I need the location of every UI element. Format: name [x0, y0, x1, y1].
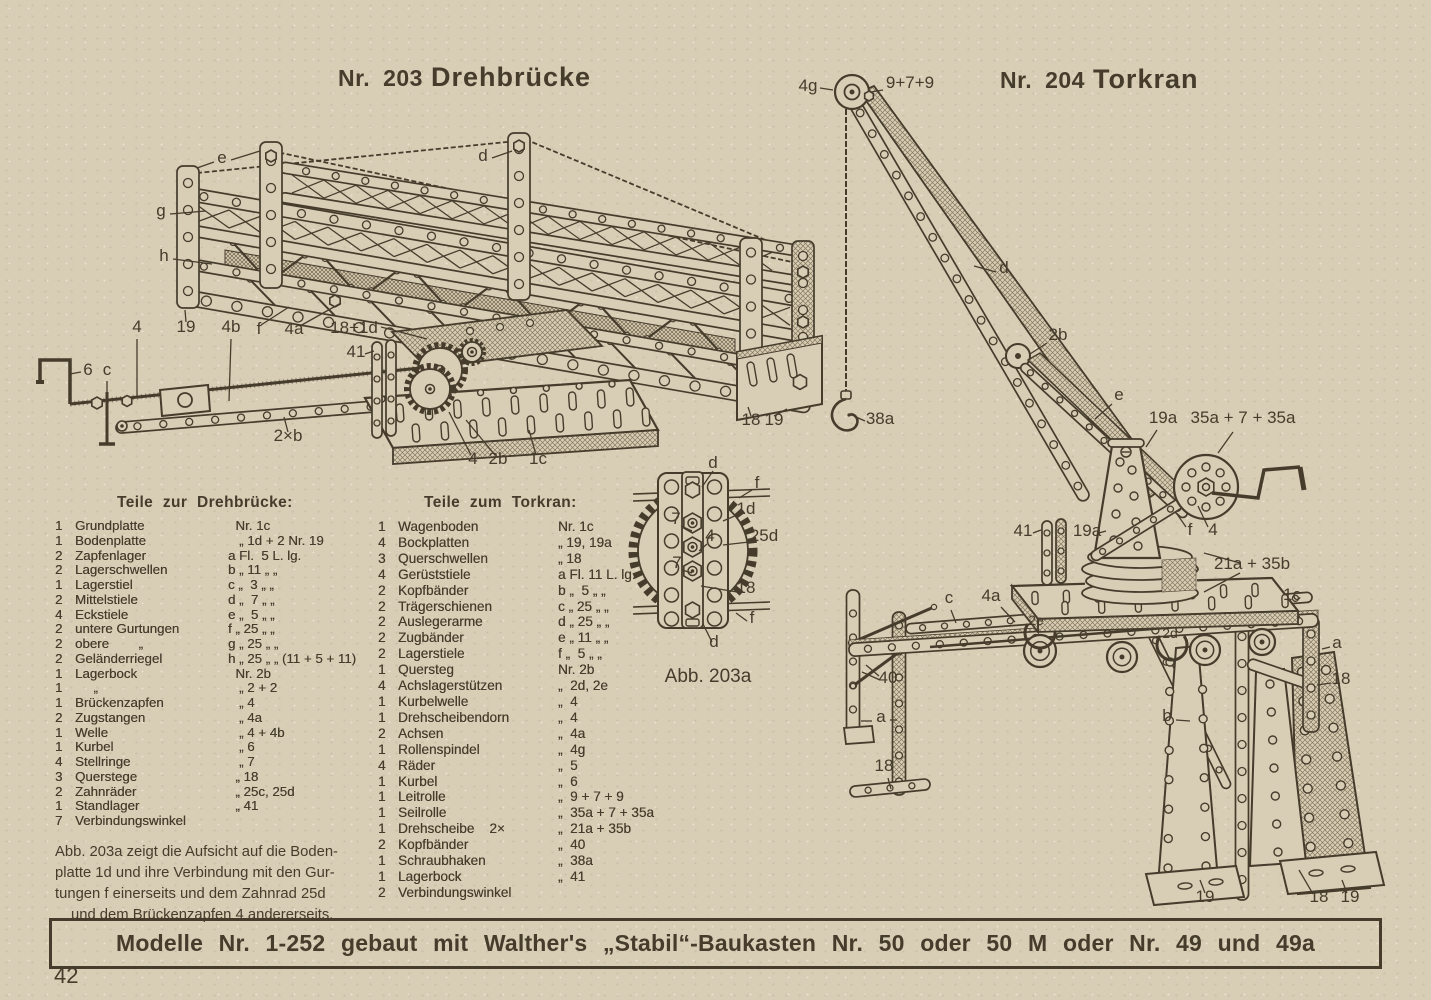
figure-label: d [708, 453, 718, 472]
parts-list-heading: Teile zur Drehbrücke: [117, 494, 293, 511]
parts-row: 2 Kopfbänder „ 40 [378, 837, 586, 853]
parts-row: 4 Stellringe „ 7 [55, 754, 255, 769]
figure-label: 1c [529, 449, 547, 468]
parts-row: 4 Gerüststiele a Fl. 11 L. lg. [378, 566, 636, 582]
parts-row: 1 Brückenzapfen „ 4 [55, 695, 255, 710]
parts-row: 4 Bockplatten „ 19, 19a [378, 534, 612, 550]
figure-label: d [709, 632, 719, 651]
figure-label: d [478, 146, 488, 165]
parts-row: 2 Trägerschienen c „ 25 „ „ [378, 598, 609, 614]
figure-label: 41 [1013, 521, 1033, 540]
figure-label: 19 [1195, 887, 1215, 906]
parts-row: 2 Lagerstiele f „ 5 „ „ [378, 646, 602, 662]
parts-list-heading: Teile zum Torkran: [424, 494, 577, 511]
figure-label: 4 [132, 317, 142, 336]
parts-row: 3 Querschwellen „ 18 [378, 550, 582, 566]
parts-row: 1 Schraubhaken „ 38a [378, 853, 593, 869]
figure-title-drehbruecke [338, 62, 591, 93]
figure-label: 4b [221, 317, 241, 336]
parts-row: 2 Zugstangen „ 4a [55, 709, 262, 725]
parts-row: 1 Leitrolle „ 9 + 7 + 9 [378, 789, 624, 805]
figure-label: 18 [1331, 669, 1351, 688]
figure-label: 19 [1340, 887, 1360, 906]
parts-row: 1 Kurbelwelle „ 4 [378, 693, 578, 709]
parts-row: 2 Zapfenlager a Fl. 5 L. lg. [55, 547, 302, 563]
figure-label: e [217, 148, 227, 167]
parts-row: 1 Drehscheibe 2× „ 21a + 35b [378, 821, 631, 837]
figure-label: f [256, 319, 262, 338]
page-number: 42 [54, 963, 79, 988]
figure-label: d [999, 258, 1009, 277]
parts-rows [378, 519, 678, 901]
parts-row: 2 Auslegerarme d „ 25 „ „ [378, 614, 610, 630]
figure-drehbruecke [36, 133, 822, 468]
figure-label: 19 [764, 410, 784, 429]
parts-row: 2 Lagerschwellen b „ 11 „ „ [55, 562, 278, 578]
figure-label: 18 [736, 578, 756, 597]
figure-number: Nr. 204 [1000, 67, 1085, 93]
figure-label: 41 [346, 342, 366, 361]
figure-label: g [156, 201, 166, 220]
figure-label: 19a [1148, 408, 1178, 427]
figure-label: 1d [736, 499, 756, 518]
figure-name: Torkran [1092, 64, 1199, 94]
figure-label: 7 [671, 509, 681, 528]
figure-label: c [944, 588, 954, 607]
parts-row: 1 Standlager „ 41 [55, 798, 259, 814]
figure-label: b [1162, 706, 1172, 725]
parts-row: 1 Kurbel „ 6 [378, 773, 578, 789]
parts-rows [55, 519, 377, 829]
parts-row: 2 Mittelstiele d „ 7 „ „ [55, 591, 275, 607]
footer-banner [49, 918, 1382, 969]
parts-row: 2 Zahnräder „ 25c, 25d [55, 783, 295, 799]
figure-label: a [1332, 633, 1342, 652]
parts-row: 1 Rollenspindel „ 4g [378, 741, 586, 757]
figure-label: 2×b [273, 426, 303, 445]
parts-row: 4 Achslagerstützen „ 2d, 2e [378, 678, 608, 694]
figure-label: 7 [672, 553, 682, 572]
parts-row: 1 Grundplatte Nr. 1c [55, 518, 271, 533]
figure-label: 2b [1048, 325, 1068, 344]
figure-torkran [799, 73, 1384, 906]
figure-label: 4a [284, 319, 304, 338]
parts-row: 2 Zugbänder e „ 11 „ „ [378, 630, 609, 646]
figure-label: a [876, 707, 886, 726]
figure-label: h [159, 246, 169, 265]
figure-label: 4 [1208, 520, 1218, 539]
parts-row: 2 Geländerriegel h „ 25 „ „ (11 + 5 + 11) [55, 650, 357, 666]
figure-label: 9+7+9 [885, 73, 935, 92]
parts-row: 1 Kurbel „ 6 [55, 739, 255, 755]
figure-label: 18 [741, 410, 761, 429]
figure-label: f [754, 473, 760, 492]
parts-row: 1 Seilrolle „ 35a + 7 + 35a [378, 805, 654, 821]
parts-row: 1 Welle „ 4 + 4b [55, 724, 285, 740]
parts-row: 1 Drehscheibendorn „ 4 [378, 709, 578, 725]
figure-label: 2e [1028, 612, 1044, 628]
parts-row: 2 Achsen „ 4a [378, 725, 586, 741]
figure-label: 4g [798, 76, 818, 95]
parts-row: 1 Lagerbock „ 41 [378, 868, 586, 884]
figure-label: 21a + 35b [1213, 554, 1291, 573]
figure-label: 19a [1072, 521, 1102, 540]
parts-row: 1 Lagerbock Nr. 2b [55, 665, 271, 681]
figure-label: 4 [468, 449, 478, 468]
figure-label: 35a + 7 + 35a [1190, 408, 1296, 427]
parts-row: 1 Lagerstiel c „ 3 „ „ [55, 577, 274, 592]
figure-label: f [1187, 520, 1193, 539]
figure-label: c [102, 360, 112, 379]
parts-row: 1 „ „ 2 + 2 [55, 680, 278, 696]
figure-note: Abb. 203a zeigt die Aufsicht auf die Boden- platte 1d und ihre Verbindung mit den Gur- tungen f einerseits und dem Zahnrad 25d und dem Brückenzapfen 4 andererseits. [55, 843, 338, 923]
parts-row: 1 Quersteg Nr. 2b [378, 662, 595, 678]
parts-row: 1 Bodenplatte „ 1d + 2 Nr. 19 [55, 532, 324, 548]
figure-label: 4a [981, 586, 1001, 605]
parts-row: 2 Kopfbänder b „ 5 „ „ [378, 582, 606, 598]
parts-row: 2 Verbindungswinkel [378, 884, 512, 900]
figure-number: Nr. 203 [338, 65, 423, 91]
figure-label: 2d [1162, 625, 1178, 641]
parts-row: 2 obere „ g „ 25 „ „ [55, 636, 279, 651]
parts-row: 4 Eckstiele e „ 5 „ „ [55, 606, 275, 622]
figure-label: 40 [878, 668, 898, 687]
parts-row: 7 Verbindungswinkel [55, 813, 186, 828]
figure-label: e [1114, 385, 1124, 404]
figure-label: Abb. 203a [664, 666, 752, 687]
figure-label: 18+1d [330, 318, 378, 337]
figure-label: 1c [1283, 585, 1301, 604]
figure-name: Drehbrücke [430, 62, 592, 92]
figure-label: 18 [1309, 887, 1329, 906]
figure-label: f [749, 608, 755, 627]
parts-row: 4 Räder „ 5 [378, 757, 578, 773]
parts-list-torkran [378, 494, 681, 901]
figure-label: 38a [865, 409, 895, 428]
figure-title-torkran [1000, 64, 1198, 95]
parts-row: 3 Querstege „ 18 [55, 768, 259, 784]
parts-row: 2 untere Gurtungen f „ 25 „ „ [55, 621, 275, 637]
figure-label: 2b [488, 449, 508, 468]
footer-text: Modelle Nr. 1-252 gebaut mit Walther's „Stabil“-Baukasten Nr. 50 oder 50 M oder Nr. 49 und 49a [116, 930, 1315, 956]
figure-label: 19 [176, 317, 196, 336]
figure-label: 4 [705, 526, 715, 545]
figure-label: 6 [83, 360, 93, 379]
parts-list-drehbruecke [55, 494, 377, 926]
parts-row: 1 Wagenboden Nr. 1c [378, 519, 594, 534]
figure-label: 25d [749, 526, 779, 545]
figure-label: 18 [874, 756, 894, 775]
